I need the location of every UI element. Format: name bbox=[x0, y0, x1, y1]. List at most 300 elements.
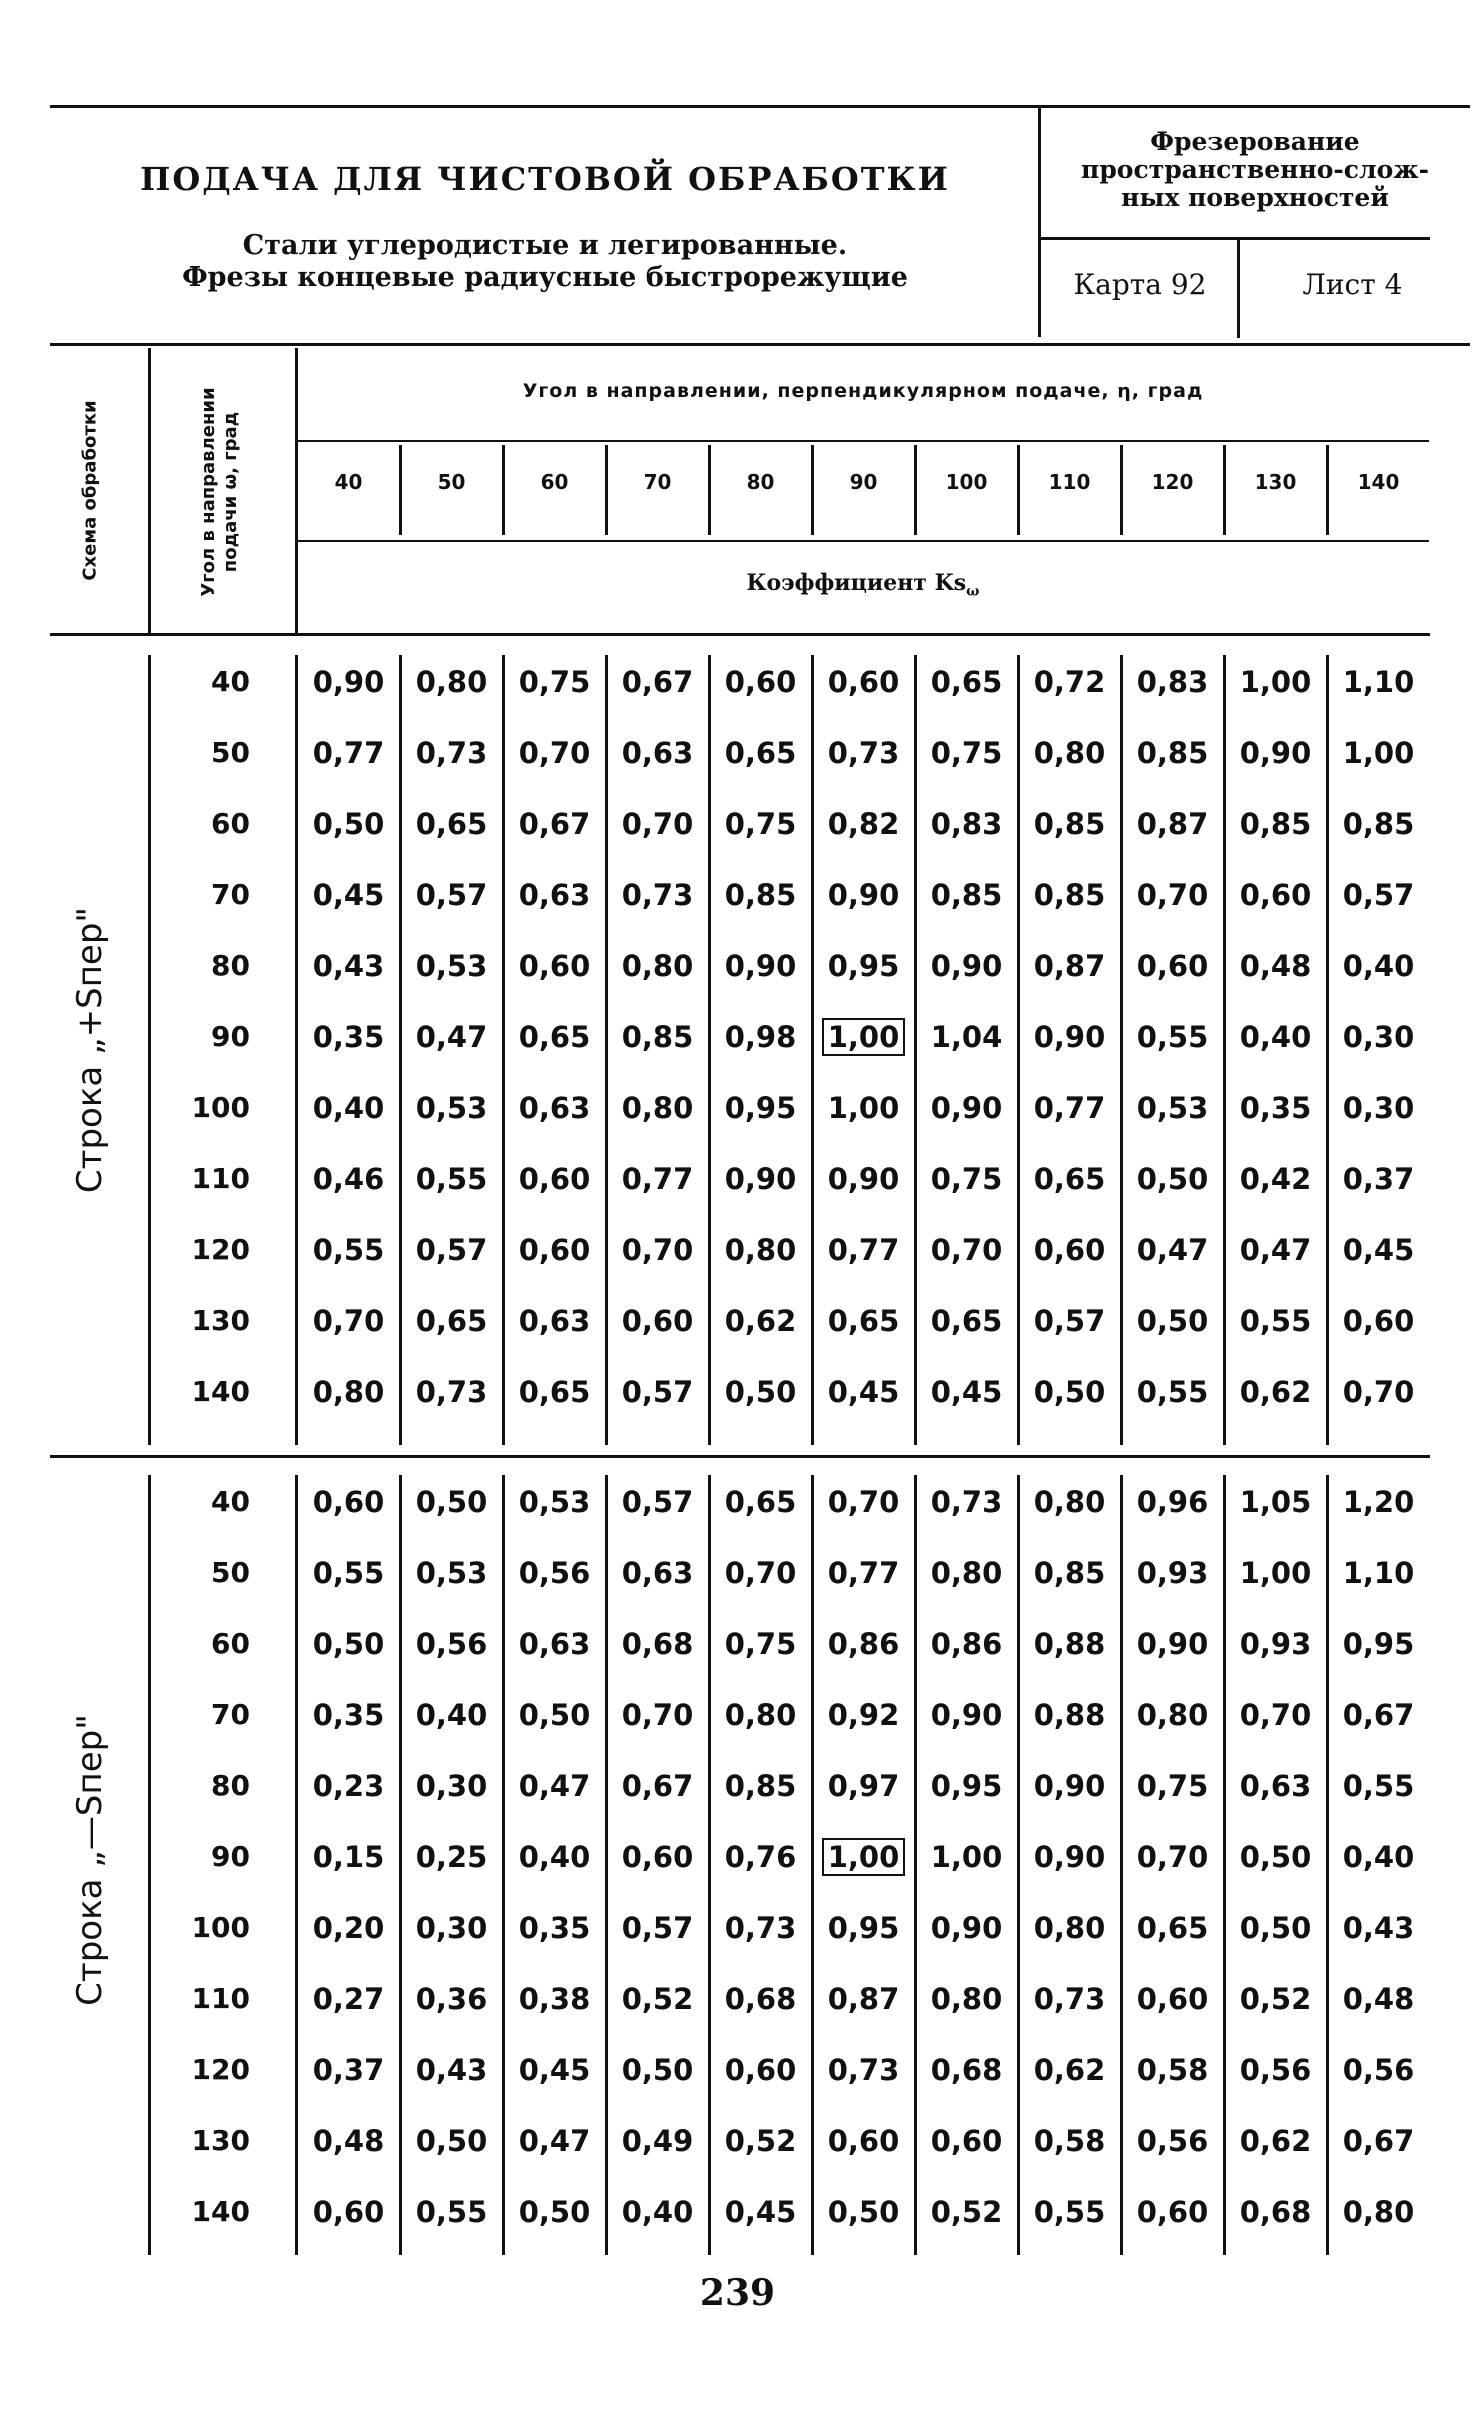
coefficient-value: 0,65 bbox=[930, 1304, 1003, 1338]
coefficient-value: 0,45 bbox=[724, 2195, 797, 2229]
card-number: Карта 92 bbox=[1073, 268, 1207, 301]
coefficient-cell bbox=[915, 1627, 1018, 1661]
topic-line-1: Фрезерование bbox=[1150, 127, 1360, 156]
coefficient-value: 0,82 bbox=[827, 807, 900, 841]
col-rule-1 bbox=[148, 348, 151, 633]
coefficient-cell bbox=[1018, 1091, 1121, 1125]
coefficient-cell bbox=[1121, 807, 1224, 841]
coefficient-value: 0,30 bbox=[1342, 1020, 1415, 1054]
coefficient-cell bbox=[606, 1485, 709, 1519]
coefficient-cell bbox=[812, 1485, 915, 1519]
coefficient-cell bbox=[503, 1769, 606, 1803]
coefficient-cell bbox=[812, 807, 915, 841]
coefficient-value: 0,47 bbox=[1239, 1233, 1312, 1267]
coefficient-cell bbox=[1224, 2124, 1327, 2158]
coefficient-cell bbox=[1327, 1020, 1430, 1054]
coefficient-cell bbox=[915, 1982, 1018, 2016]
coefficient-value: 0,52 bbox=[724, 2124, 797, 2158]
coefficient-cell bbox=[297, 1556, 400, 1590]
coefficient-value: 0,86 bbox=[827, 1627, 900, 1661]
coefficient-cell bbox=[1121, 1233, 1224, 1267]
coefficient-cell bbox=[709, 1162, 812, 1196]
coefficient-value: 0,70 bbox=[1342, 1375, 1415, 1409]
coefficient-cell bbox=[297, 1233, 400, 1267]
coefficient-value: 0,65 bbox=[724, 736, 797, 770]
coefficient-cell bbox=[1121, 1091, 1224, 1125]
coefficient-value: 0,50 bbox=[312, 1627, 385, 1661]
coefficient-value: 0,57 bbox=[621, 1375, 694, 1409]
coefficient-cell bbox=[709, 736, 812, 770]
coefficient-cell bbox=[297, 1375, 400, 1409]
coefficient-cell bbox=[915, 1911, 1018, 1945]
coefficient-value: 0,48 bbox=[312, 2124, 385, 2158]
coefficient-cell bbox=[503, 1485, 606, 1519]
coefficient-value: 0,25 bbox=[415, 1840, 488, 1874]
coefficient-value: 0,48 bbox=[1342, 1982, 1415, 2016]
coefficient-value: 0,50 bbox=[621, 2053, 694, 2087]
omega-angle: 60 bbox=[211, 807, 250, 840]
coefficient-value: 0,57 bbox=[621, 1911, 694, 1945]
sheet-number: Лист 4 bbox=[1302, 268, 1403, 301]
coefficient-cell bbox=[709, 665, 812, 699]
coefficient-cell bbox=[915, 878, 1018, 912]
page-title: ПОДАЧА ДЛЯ ЧИСТОВОЙ ОБРАБОТКИ bbox=[140, 160, 950, 198]
coefficient-value: 0,43 bbox=[312, 949, 385, 983]
coefficient-value: 0,68 bbox=[1239, 2195, 1312, 2229]
omega-label-1: Угол в направлении bbox=[198, 387, 219, 597]
coefficient-cell bbox=[606, 1091, 709, 1125]
coefficient-value: 0,48 bbox=[1239, 949, 1312, 983]
coefficient-cell bbox=[1327, 1627, 1430, 1661]
coefficient-cell bbox=[1224, 1982, 1327, 2016]
eta-value: 70 bbox=[643, 470, 672, 494]
coefficient-cell bbox=[709, 1840, 812, 1874]
coefficient-value: 0,70 bbox=[621, 807, 694, 841]
subtitle-1: Стали углеродистые и легированные. bbox=[242, 230, 848, 261]
coefficient-value: 0,45 bbox=[827, 1375, 900, 1409]
coefficient-cell bbox=[812, 949, 915, 983]
coefficient-value: 0,47 bbox=[518, 2124, 591, 2158]
coefficient-value: 0,55 bbox=[1136, 1020, 1209, 1054]
coefficient-value: 0,85 bbox=[724, 878, 797, 912]
coefficient-value: 0,68 bbox=[621, 1627, 694, 1661]
coefficient-value: 0,77 bbox=[621, 1162, 694, 1196]
coefficient-value: 0,55 bbox=[1342, 1769, 1415, 1803]
coefficient-value: 1,00 bbox=[822, 1018, 906, 1056]
coefficient-cell bbox=[1121, 1698, 1224, 1732]
coefficient-cell bbox=[606, 1911, 709, 1945]
coefficient-cell bbox=[1224, 1840, 1327, 1874]
coefficient-cell bbox=[812, 665, 915, 699]
coefficient-value: 0,85 bbox=[724, 1769, 797, 1803]
coefficient-value: 0,60 bbox=[312, 2195, 385, 2229]
coefficient-cell bbox=[1018, 1627, 1121, 1661]
coefficient-cell bbox=[400, 736, 503, 770]
coefficient-cell bbox=[297, 1911, 400, 1945]
coefficient-cell bbox=[1121, 1840, 1224, 1874]
eta-header-underline bbox=[297, 440, 1429, 442]
coefficient-value: 0,73 bbox=[621, 878, 694, 912]
coefficient-value: 0,52 bbox=[1239, 1982, 1312, 2016]
coefficient-value: 0,60 bbox=[930, 2124, 1003, 2158]
coefficient-value: 0,77 bbox=[827, 1556, 900, 1590]
coefficient-value: 0,85 bbox=[1136, 736, 1209, 770]
coefficient-cell bbox=[1018, 1485, 1121, 1519]
coefficient-value: 0,77 bbox=[1033, 1091, 1106, 1125]
coefficient-value: 0,85 bbox=[1239, 807, 1312, 841]
coefficient-value: 0,53 bbox=[518, 1485, 591, 1519]
coefficient-cell bbox=[915, 1020, 1018, 1054]
omega-angle: 110 bbox=[191, 1162, 250, 1195]
coefficient-cell bbox=[297, 949, 400, 983]
coefficient-cell bbox=[606, 1556, 709, 1590]
scheme-col-label: Схема обработки bbox=[79, 400, 101, 581]
coefficient-value: 0,62 bbox=[1239, 2124, 1312, 2158]
coefficient-cell bbox=[1327, 1911, 1430, 1945]
coefficient-cell bbox=[400, 1840, 503, 1874]
coef-header-text: Коэффициент Ks bbox=[746, 570, 967, 596]
coefficient-cell bbox=[1224, 1556, 1327, 1590]
coefficient-value: 0,85 bbox=[930, 878, 1003, 912]
coefficient-cell bbox=[400, 1556, 503, 1590]
coefficient-value: 0,50 bbox=[415, 2124, 488, 2158]
coefficient-cell bbox=[400, 1627, 503, 1661]
coefficient-value: 0,15 bbox=[312, 1840, 385, 1874]
omega-angle: 80 bbox=[211, 1769, 250, 1802]
coefficient-cell bbox=[709, 1020, 812, 1054]
omega-angle: 130 bbox=[191, 1304, 250, 1337]
coefficient-cell bbox=[606, 1840, 709, 1874]
coefficient-cell bbox=[1018, 1769, 1121, 1803]
coefficient-cell bbox=[1018, 1304, 1121, 1338]
coefficient-value: 0,20 bbox=[312, 1911, 385, 1945]
coefficient-value: 0,35 bbox=[312, 1020, 385, 1054]
coefficient-value: 0,40 bbox=[621, 2195, 694, 2229]
coefficient-value: 0,63 bbox=[518, 878, 591, 912]
coefficient-value: 0,46 bbox=[312, 1162, 385, 1196]
coefficient-cell bbox=[606, 2053, 709, 2087]
coefficient-value: 0,68 bbox=[930, 2053, 1003, 2087]
coefficient-value: 0,65 bbox=[415, 1304, 488, 1338]
coefficient-value: 0,37 bbox=[1342, 1162, 1415, 1196]
coefficient-cell bbox=[297, 878, 400, 912]
omega-angle: 110 bbox=[191, 1982, 250, 2015]
coefficient-cell bbox=[400, 1982, 503, 2016]
coefficient-value: 0,65 bbox=[415, 807, 488, 841]
coefficient-cell bbox=[606, 1627, 709, 1661]
coefficient-cell bbox=[1327, 1375, 1430, 1409]
coefficient-value: 0,50 bbox=[1239, 1840, 1312, 1874]
coefficient-cell bbox=[1121, 949, 1224, 983]
coefficient-cell bbox=[1224, 1375, 1327, 1409]
coefficient-cell bbox=[1224, 2195, 1327, 2229]
coefficient-value: 0,56 bbox=[1239, 2053, 1312, 2087]
coefficient-value: 0,63 bbox=[621, 1556, 694, 1590]
coefficient-value: 0,45 bbox=[930, 1375, 1003, 1409]
section_plus-col-rule bbox=[148, 655, 151, 1445]
coef-header bbox=[297, 570, 1429, 599]
coefficient-cell bbox=[1327, 2053, 1430, 2087]
coefficient-cell bbox=[709, 807, 812, 841]
coefficient-value: 0,75 bbox=[518, 665, 591, 699]
eta-col-separator bbox=[605, 445, 608, 535]
omega-angle: 100 bbox=[191, 1911, 250, 1944]
coefficient-value: 0,87 bbox=[1033, 949, 1106, 983]
coefficient-value: 0,70 bbox=[1136, 878, 1209, 912]
coefficient-value: 0,45 bbox=[312, 878, 385, 912]
coefficient-cell bbox=[915, 665, 1018, 699]
coefficient-cell bbox=[503, 878, 606, 912]
coefficient-value: 0,90 bbox=[930, 949, 1003, 983]
coefficient-value: 0,65 bbox=[518, 1020, 591, 1054]
coefficient-value: 0,30 bbox=[415, 1769, 488, 1803]
eta-col-separator bbox=[811, 445, 814, 535]
coefficient-cell bbox=[812, 2124, 915, 2158]
coefficient-value: 0,60 bbox=[518, 1233, 591, 1267]
coefficient-value: 0,47 bbox=[1136, 1233, 1209, 1267]
coefficient-value: 0,68 bbox=[724, 1982, 797, 2016]
coefficient-cell bbox=[1327, 1233, 1430, 1267]
coefficient-cell bbox=[915, 1698, 1018, 1732]
coefficient-value: 0,50 bbox=[1136, 1304, 1209, 1338]
coefficient-cell bbox=[606, 1769, 709, 1803]
eta-col-separator bbox=[399, 445, 402, 535]
table-header-bottom bbox=[50, 633, 1430, 636]
coefficient-value: 0,58 bbox=[1136, 2053, 1209, 2087]
coefficient-value: 0,30 bbox=[415, 1911, 488, 1945]
omega-angle: 40 bbox=[211, 1485, 250, 1518]
coefficient-cell bbox=[812, 1840, 915, 1874]
coefficient-cell bbox=[812, 1091, 915, 1125]
coefficient-value: 0,40 bbox=[1239, 1020, 1312, 1054]
coefficient-cell bbox=[503, 1556, 606, 1590]
coefficient-value: 0,63 bbox=[518, 1091, 591, 1125]
coefficient-cell bbox=[915, 1162, 1018, 1196]
coefficient-cell bbox=[1327, 1982, 1430, 2016]
coefficient-cell bbox=[915, 949, 1018, 983]
coefficient-cell bbox=[606, 2195, 709, 2229]
coefficient-value: 0,60 bbox=[1239, 878, 1312, 912]
coefficient-value: 0,80 bbox=[930, 1556, 1003, 1590]
coefficient-cell bbox=[297, 1698, 400, 1732]
omega-angle: 90 bbox=[211, 1840, 250, 1873]
coefficient-cell bbox=[606, 1020, 709, 1054]
coefficient-cell bbox=[709, 1091, 812, 1125]
coefficient-value: 0,80 bbox=[1033, 1911, 1106, 1945]
coefficient-value: 0,60 bbox=[621, 1840, 694, 1874]
omega-col-label bbox=[198, 362, 242, 622]
coefficient-value: 0,80 bbox=[724, 1698, 797, 1732]
top-rule bbox=[50, 105, 1470, 108]
coefficient-cell bbox=[503, 1091, 606, 1125]
coefficient-cell bbox=[1121, 1982, 1224, 2016]
coefficient-cell bbox=[1121, 1304, 1224, 1338]
coefficient-cell bbox=[400, 1769, 503, 1803]
section-divider bbox=[50, 1455, 1430, 1458]
coefficient-cell bbox=[503, 1162, 606, 1196]
coefficient-cell bbox=[915, 1769, 1018, 1803]
coefficient-cell bbox=[1121, 1375, 1224, 1409]
coefficient-cell bbox=[606, 736, 709, 770]
eta-value: 80 bbox=[746, 470, 775, 494]
eta-col-separator bbox=[1326, 445, 1329, 535]
coefficient-value: 0,90 bbox=[1136, 1627, 1209, 1661]
coefficient-value: 0,63 bbox=[1239, 1769, 1312, 1803]
coefficient-cell bbox=[812, 1020, 915, 1054]
coefficient-value: 0,27 bbox=[312, 1982, 385, 2016]
coefficient-cell bbox=[1224, 1091, 1327, 1125]
coefficient-cell bbox=[709, 949, 812, 983]
coefficient-cell bbox=[812, 1982, 915, 2016]
coefficient-cell bbox=[1018, 878, 1121, 912]
coefficient-cell bbox=[1121, 2053, 1224, 2087]
coefficient-cell bbox=[1018, 1698, 1121, 1732]
coefficient-cell bbox=[297, 665, 400, 699]
omega-angle: 140 bbox=[191, 2195, 250, 2228]
coefficient-value: 0,73 bbox=[930, 1485, 1003, 1519]
coefficient-value: 0,60 bbox=[312, 1485, 385, 1519]
coefficient-cell bbox=[709, 2195, 812, 2229]
coefficient-cell bbox=[1327, 1485, 1430, 1519]
coefficient-cell bbox=[812, 1304, 915, 1338]
coefficient-value: 0,50 bbox=[415, 1485, 488, 1519]
omega-angle: 130 bbox=[191, 2124, 250, 2157]
coefficient-cell bbox=[709, 1698, 812, 1732]
coefficient-value: 0,95 bbox=[827, 1911, 900, 1945]
coefficient-cell bbox=[400, 2053, 503, 2087]
coefficient-value: 1,00 bbox=[822, 1838, 906, 1876]
coefficient-value: 0,65 bbox=[518, 1375, 591, 1409]
coefficient-cell bbox=[1121, 1020, 1224, 1054]
coefficient-value: 0,90 bbox=[827, 878, 900, 912]
coefficient-cell bbox=[1327, 1840, 1430, 1874]
coefficient-cell bbox=[606, 1982, 709, 2016]
omega-angle: 80 bbox=[211, 949, 250, 982]
coefficient-cell bbox=[297, 1982, 400, 2016]
coefficient-value: 0,62 bbox=[1239, 1375, 1312, 1409]
coefficient-cell bbox=[1018, 665, 1121, 699]
section_minus-col-rule bbox=[148, 1475, 151, 2255]
coefficient-cell bbox=[1121, 736, 1224, 770]
coefficient-cell bbox=[812, 1233, 915, 1267]
coefficient-value: 0,60 bbox=[518, 949, 591, 983]
coefficient-value: 0,57 bbox=[415, 878, 488, 912]
coefficient-cell bbox=[1327, 807, 1430, 841]
coefficient-value: 0,80 bbox=[930, 1982, 1003, 2016]
coefficient-value: 0,77 bbox=[312, 736, 385, 770]
coefficient-value: 0,80 bbox=[312, 1375, 385, 1409]
coefficient-value: 0,50 bbox=[724, 1375, 797, 1409]
coefficient-value: 0,60 bbox=[1136, 2195, 1209, 2229]
coefficient-value: 0,88 bbox=[1033, 1698, 1106, 1732]
coefficient-value: 0,55 bbox=[312, 1556, 385, 1590]
coefficient-value: 0,87 bbox=[1136, 807, 1209, 841]
coefficient-cell bbox=[812, 1698, 915, 1732]
coefficient-cell bbox=[1121, 1911, 1224, 1945]
coefficient-cell bbox=[503, 1020, 606, 1054]
coefficient-cell bbox=[812, 1375, 915, 1409]
coefficient-cell bbox=[1018, 1982, 1121, 2016]
coefficient-value: 0,85 bbox=[1342, 807, 1415, 841]
coefficient-cell bbox=[503, 2053, 606, 2087]
coefficient-cell bbox=[297, 2124, 400, 2158]
header-bottom-rule bbox=[50, 343, 1470, 346]
coefficient-value: 0,60 bbox=[827, 2124, 900, 2158]
coefficient-cell bbox=[1121, 878, 1224, 912]
coefficient-value: 0,76 bbox=[724, 1840, 797, 1874]
coefficient-value: 0,50 bbox=[1033, 1375, 1106, 1409]
coefficient-cell bbox=[1224, 949, 1327, 983]
coefficient-value: 0,70 bbox=[621, 1233, 694, 1267]
eta-value: 140 bbox=[1357, 470, 1400, 494]
coefficient-value: 0,43 bbox=[415, 2053, 488, 2087]
coefficient-value: 0,90 bbox=[1033, 1020, 1106, 1054]
coefficient-value: 0,63 bbox=[621, 736, 694, 770]
coefficient-value: 0,63 bbox=[518, 1627, 591, 1661]
coefficient-cell bbox=[915, 1840, 1018, 1874]
coefficient-value: 0,55 bbox=[312, 1233, 385, 1267]
coefficient-value: 0,60 bbox=[518, 1162, 591, 1196]
coefficient-cell bbox=[400, 1020, 503, 1054]
coefficient-cell bbox=[297, 736, 400, 770]
coefficient-cell bbox=[606, 949, 709, 983]
coefficient-cell bbox=[297, 1627, 400, 1661]
coefficient-cell bbox=[503, 736, 606, 770]
omega-angle: 40 bbox=[211, 665, 250, 698]
coefficient-cell bbox=[812, 1769, 915, 1803]
coefficient-cell bbox=[1018, 1911, 1121, 1945]
coefficient-value: 0,56 bbox=[518, 1556, 591, 1590]
coefficient-value: 0,40 bbox=[1342, 1840, 1415, 1874]
coefficient-cell bbox=[915, 1233, 1018, 1267]
coefficient-cell bbox=[1327, 949, 1430, 983]
coefficient-cell bbox=[1224, 665, 1327, 699]
coefficient-value: 0,57 bbox=[621, 1485, 694, 1519]
coefficient-cell bbox=[297, 1840, 400, 1874]
coefficient-cell bbox=[1327, 736, 1430, 770]
coefficient-value: 0,37 bbox=[312, 2053, 385, 2087]
coefficient-cell bbox=[400, 949, 503, 983]
coefficient-cell bbox=[1327, 1304, 1430, 1338]
coefficient-cell bbox=[606, 1304, 709, 1338]
coefficient-value: 0,40 bbox=[1342, 949, 1415, 983]
coefficient-cell bbox=[400, 1091, 503, 1125]
coefficient-cell bbox=[812, 2195, 915, 2229]
coefficient-value: 0,62 bbox=[724, 1304, 797, 1338]
coefficient-value: 0,83 bbox=[930, 807, 1003, 841]
coefficient-value: 0,73 bbox=[827, 2053, 900, 2087]
omega-angle: 120 bbox=[191, 2053, 250, 2086]
coefficient-value: 0,65 bbox=[827, 1304, 900, 1338]
coefficient-cell bbox=[297, 1162, 400, 1196]
coefficient-value: 0,53 bbox=[415, 1556, 488, 1590]
coefficient-value: 0,96 bbox=[1136, 1485, 1209, 1519]
coefficient-value: 0,57 bbox=[415, 1233, 488, 1267]
coefficient-cell bbox=[1224, 1162, 1327, 1196]
coefficient-value: 0,75 bbox=[724, 1627, 797, 1661]
coefficient-value: 0,60 bbox=[1136, 949, 1209, 983]
coefficient-cell bbox=[503, 1375, 606, 1409]
coefficient-value: 0,60 bbox=[621, 1304, 694, 1338]
coefficient-value: 0,80 bbox=[415, 665, 488, 699]
eta-col-separator bbox=[1017, 445, 1020, 535]
coefficient-cell bbox=[503, 2124, 606, 2158]
coefficient-cell bbox=[709, 878, 812, 912]
coefficient-cell bbox=[400, 878, 503, 912]
coefficient-value: 1,00 bbox=[827, 1091, 900, 1125]
coefficient-value: 0,43 bbox=[1342, 1911, 1415, 1945]
eta-col-separator bbox=[1120, 445, 1123, 535]
